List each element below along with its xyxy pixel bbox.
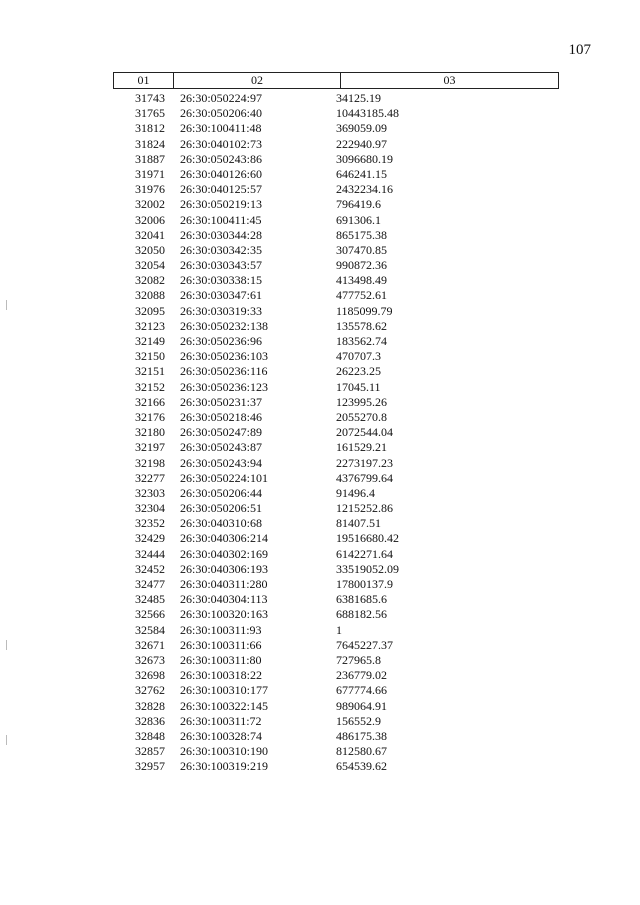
cell-cadastral-number: 26:30:030342:35 (180, 242, 263, 257)
cell-id: 32957 (135, 759, 165, 774)
cell-id: 32041 (135, 227, 165, 242)
cell-value: 688182.56 (336, 607, 387, 622)
cell-value: 236779.02 (336, 668, 387, 683)
cell-cadastral-number: 26:30:040102:73 (180, 136, 263, 151)
cell-value: 4376799.64 (336, 470, 393, 485)
table-row (113, 562, 559, 577)
cell-id: 32151 (135, 364, 165, 379)
cell-id: 32828 (135, 698, 165, 713)
cell-id: 32176 (135, 409, 165, 424)
cell-id: 32836 (135, 713, 165, 728)
cell-id: 32082 (135, 273, 165, 288)
cell-value: 81407.51 (336, 516, 381, 531)
cell-value: 17045.11 (336, 379, 381, 394)
cell-id: 32673 (135, 652, 165, 667)
table-row (113, 440, 559, 455)
cell-value: 222940.97 (336, 136, 387, 151)
cell-id: 32762 (135, 683, 165, 698)
cell-cadastral-number: 26:30:050247:89 (180, 425, 263, 440)
cell-value: 486175.38 (336, 728, 387, 743)
cell-cadastral-number: 26:30:100310:177 (180, 683, 269, 698)
cell-value: 646241.15 (336, 166, 387, 181)
table-body (113, 91, 559, 774)
cell-value: 654539.62 (336, 759, 387, 774)
cell-id: 32180 (135, 425, 165, 440)
cell-value: 677774.66 (336, 683, 387, 698)
table-row (113, 425, 559, 440)
table-row (113, 228, 559, 243)
table-row (113, 531, 559, 546)
cell-id: 31887 (135, 151, 165, 166)
table-row (113, 121, 559, 136)
cell-id: 32304 (135, 501, 165, 516)
cell-id: 32848 (135, 728, 165, 743)
cell-value: 691306.1 (336, 212, 381, 227)
cell-id: 32198 (135, 455, 165, 470)
table-row (113, 91, 559, 106)
cell-value: 6381685.6 (336, 592, 387, 607)
table-row (113, 273, 559, 288)
cell-id: 31765 (135, 106, 165, 121)
cell-id: 31743 (135, 91, 165, 105)
cell-cadastral-number: 26:30:100311:66 (180, 637, 262, 652)
column-header-01: 01 (114, 73, 174, 88)
cell-cadastral-number: 26:30:100411:48 (180, 121, 262, 136)
cell-cadastral-number: 26:30:100322:145 (180, 698, 269, 713)
cell-id: 32452 (135, 561, 165, 576)
cell-id: 32152 (135, 379, 165, 394)
cell-cadastral-number: 26:30:030347:61 (180, 288, 263, 303)
cell-value: 19516680.42 (336, 531, 399, 546)
cell-id: 32277 (135, 470, 165, 485)
table-row (113, 288, 559, 303)
cell-cadastral-number: 26:30:100411:45 (180, 212, 262, 227)
cell-value: 477752.61 (336, 288, 387, 303)
cell-cadastral-number: 26:30:050224:101 (180, 470, 269, 485)
table-row (113, 729, 559, 744)
table-row (113, 471, 559, 486)
cell-value: 2273197.23 (336, 455, 393, 470)
cell-value: 135578.62 (336, 318, 387, 333)
cell-id: 32150 (135, 349, 165, 364)
cell-cadastral-number: 26:30:050219:13 (180, 197, 263, 212)
cell-id: 32050 (135, 242, 165, 257)
cell-value: 2072544.04 (336, 425, 393, 440)
cell-value: 812580.67 (336, 744, 387, 759)
cell-cadastral-number: 26:30:050206:51 (180, 501, 263, 516)
cell-id: 32566 (135, 607, 165, 622)
table-row (113, 714, 559, 729)
cell-cadastral-number: 26:30:040302:169 (180, 546, 269, 561)
cell-value: 183562.74 (336, 334, 387, 348)
table-row (113, 319, 559, 334)
column-header-02: 02 (174, 73, 341, 88)
cell-value: 123995.26 (336, 394, 387, 409)
table-row (113, 106, 559, 121)
cell-cadastral-number: 26:30:050236:116 (180, 364, 268, 379)
cell-cadastral-number: 26:30:050236:123 (180, 379, 269, 394)
table-row (113, 744, 559, 759)
cell-value: 1 (336, 622, 342, 637)
page-number: 107 (568, 42, 591, 58)
cell-cadastral-number: 26:30:040306:214 (180, 531, 269, 546)
cell-value: 990872.36 (336, 258, 387, 273)
table-row (113, 456, 559, 471)
cell-cadastral-number: 26:30:050206:44 (180, 485, 263, 500)
table-row (113, 395, 559, 410)
cell-value: 2055270.8 (336, 409, 387, 424)
cell-cadastral-number: 26:30:050243:94 (180, 455, 263, 470)
margin-mark (6, 735, 7, 745)
cell-cadastral-number: 26:30:050218:46 (180, 409, 263, 424)
cell-id: 31812 (135, 121, 165, 136)
table-row (113, 623, 559, 638)
cell-value: 3096680.19 (336, 151, 393, 166)
cell-cadastral-number: 26:30:030344:28 (180, 227, 263, 242)
cell-value: 796419.6 (336, 197, 381, 212)
table-header (113, 72, 559, 89)
cell-id: 32477 (135, 577, 165, 591)
cell-value: 1215252.86 (336, 501, 393, 516)
cell-value: 17800137.9 (336, 577, 393, 591)
cell-id: 32088 (135, 288, 165, 303)
cell-value: 307470.85 (336, 242, 387, 257)
column-header-03: 03 (443, 73, 456, 87)
cell-id: 32352 (135, 516, 165, 531)
table-row (113, 197, 559, 212)
cell-id: 32006 (135, 212, 165, 227)
cell-id: 32698 (135, 668, 165, 683)
cell-id: 32095 (135, 303, 165, 318)
margin-mark (6, 640, 7, 650)
cell-value: 413498.49 (336, 273, 387, 288)
cell-id: 32303 (135, 485, 165, 500)
table-row (113, 638, 559, 653)
cell-cadastral-number: 26:30:030338:15 (180, 273, 263, 288)
cell-cadastral-number: 26:30:050206:40 (180, 106, 263, 121)
table-row (113, 137, 559, 152)
cell-cadastral-number: 26:30:100319:219 (180, 759, 269, 774)
table-row (113, 152, 559, 167)
cell-cadastral-number: 26:30:050232:138 (180, 318, 269, 333)
cell-cadastral-number: 26:30:040306:193 (180, 561, 269, 576)
table-row (113, 501, 559, 516)
cell-id: 32002 (135, 197, 165, 212)
cell-value: 369059.09 (336, 121, 387, 136)
cell-cadastral-number: 26:30:030343:57 (180, 258, 263, 273)
cell-cadastral-number: 26:30:050231:37 (180, 394, 263, 409)
cell-cadastral-number: 26:30:100311:80 (180, 652, 262, 667)
table-row (113, 683, 559, 698)
cell-id: 31971 (135, 166, 165, 181)
cell-id: 32444 (135, 546, 165, 561)
cell-id: 32671 (135, 637, 165, 652)
cell-value: 6142271.64 (336, 546, 393, 561)
cell-cadastral-number: 26:30:040304:113 (180, 592, 268, 607)
table-row (113, 759, 559, 774)
table-row (113, 592, 559, 607)
cell-value: 865175.38 (336, 227, 387, 242)
cell-id: 31976 (135, 182, 165, 197)
cell-value: 26223.25 (336, 364, 381, 379)
table-row (113, 547, 559, 562)
table-row (113, 486, 559, 501)
cell-cadastral-number: 26:30:100328:74 (180, 728, 263, 743)
cell-value: 7645227.37 (336, 637, 393, 652)
cell-cadastral-number: 26:30:100311:93 (180, 622, 262, 637)
cell-value: 161529.21 (336, 440, 387, 455)
table-row (113, 243, 559, 258)
table-row (113, 167, 559, 182)
table-row (113, 607, 559, 622)
cell-id: 32429 (135, 531, 165, 546)
table-row (113, 213, 559, 228)
cell-cadastral-number: 26:30:040125:57 (180, 182, 263, 197)
table-row (113, 668, 559, 683)
cell-cadastral-number: 26:30:050236:96 (180, 334, 263, 348)
cell-value: 156552.9 (336, 713, 381, 728)
cell-value: 989064.91 (336, 698, 387, 713)
cell-cadastral-number: 26:30:100318:22 (180, 668, 263, 683)
table-row (113, 699, 559, 714)
cell-cadastral-number: 26:30:100310:190 (180, 744, 269, 759)
cell-cadastral-number: 26:30:100311:72 (180, 713, 262, 728)
margin-mark (6, 300, 7, 310)
table-row (113, 334, 559, 349)
cell-cadastral-number: 26:30:040310:68 (180, 516, 263, 531)
table-row (113, 380, 559, 395)
cell-cadastral-number: 26:30:030319:33 (180, 303, 263, 318)
cell-value: 91496.4 (336, 485, 375, 500)
cell-cadastral-number: 26:30:050224:97 (180, 91, 263, 105)
cell-value: 1185099.79 (336, 303, 393, 318)
table-row (113, 516, 559, 531)
cell-id: 32123 (135, 318, 165, 333)
cell-value: 34125.19 (336, 91, 381, 105)
cell-value: 727965.8 (336, 652, 381, 667)
table-row (113, 364, 559, 379)
cell-id: 32166 (135, 394, 165, 409)
cell-id: 32485 (135, 592, 165, 607)
cell-cadastral-number: 26:30:100320:163 (180, 607, 269, 622)
table-row (113, 258, 559, 273)
cell-value: 2432234.16 (336, 182, 393, 197)
cell-cadastral-number: 26:30:040126:60 (180, 166, 263, 181)
cell-cadastral-number: 26:30:050243:87 (180, 440, 263, 455)
table-row (113, 577, 559, 592)
table-row (113, 653, 559, 668)
table-row (113, 349, 559, 364)
cell-id: 32584 (135, 622, 165, 637)
table-row (113, 410, 559, 425)
cell-cadastral-number: 26:30:050236:103 (180, 349, 269, 364)
cell-cadastral-number: 26:30:050243:86 (180, 151, 263, 166)
cell-value: 33519052.09 (336, 561, 399, 576)
cell-value: 470707.3 (336, 349, 381, 364)
cell-id: 32054 (135, 258, 165, 273)
cell-id: 31824 (135, 136, 165, 151)
cell-value: 10443185.48 (336, 106, 399, 121)
table-row (113, 304, 559, 319)
cell-cadastral-number: 26:30:040311:280 (180, 577, 268, 591)
cell-id: 32197 (135, 440, 165, 455)
cell-id: 32857 (135, 744, 165, 759)
table-row (113, 182, 559, 197)
cell-id: 32149 (135, 334, 165, 348)
